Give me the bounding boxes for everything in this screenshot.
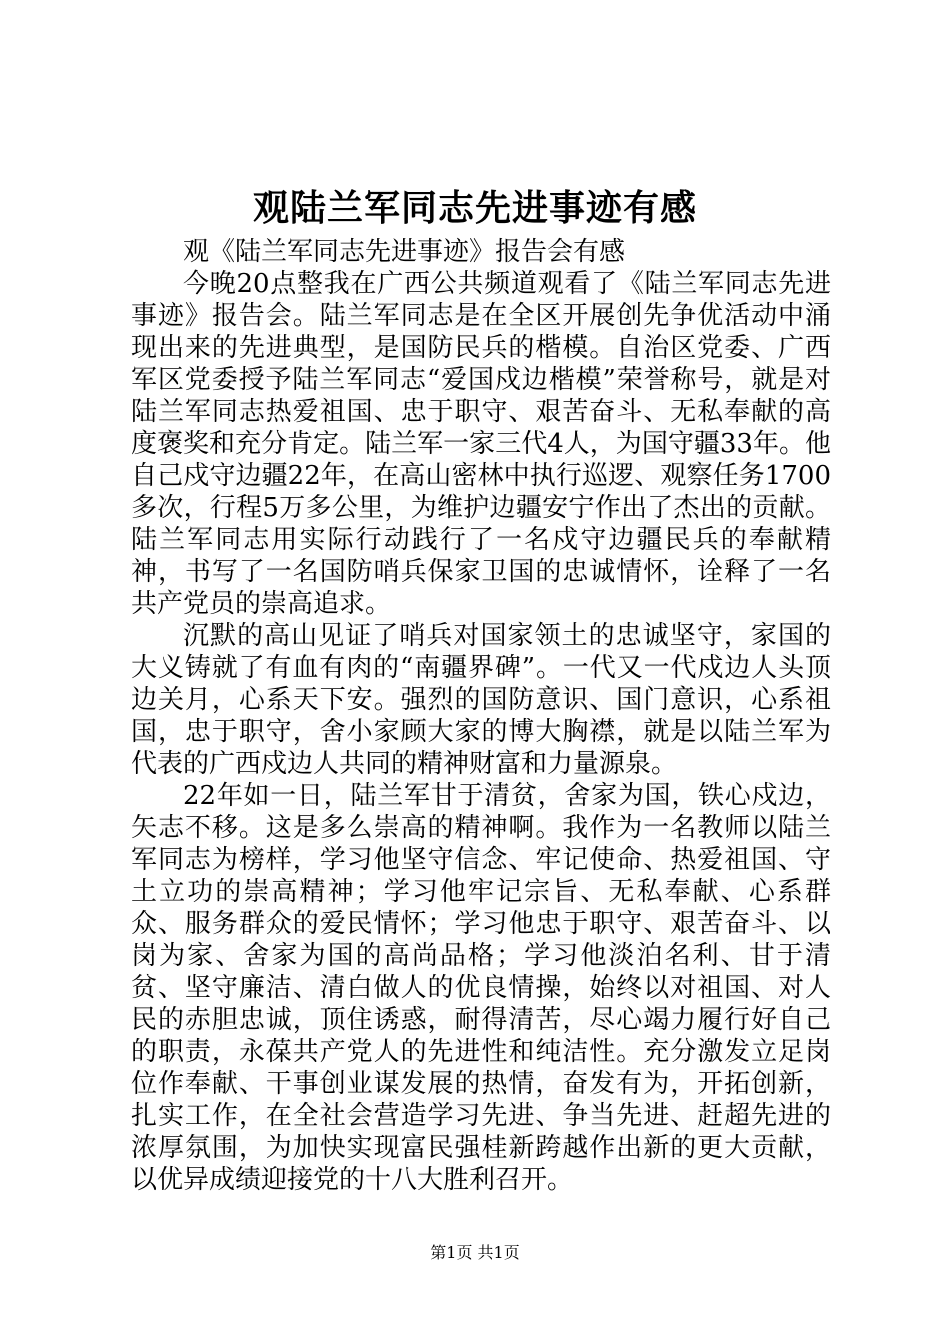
page-title: 观陆兰军同志先进事迹有感 [252, 187, 697, 229]
page-number-footer: 第1页 共1页 [430, 1243, 520, 1262]
subtitle-paragraph: 观《陆兰军同志先进事迹》报告会有感 [183, 237, 626, 267]
body-paragraph-2: 沉默的高山见证了哨兵对国家领土的忠诚坚守，家国的大义铸就了有血有肉的“南疆界碑”。一代又一代戍边人头顶边关月，心系天下安。强烈的国防意识、国门意识，心系祖国，忠于职守，舍小家顾大家的博大胸襟，就是以陆兰军为代表的广西戍边人共同的精神财富和力量源泉。 [131, 621, 831, 779]
body-paragraph-1: 今晚20点整我在广西公共频道观看了《陆兰军同志先进事迹》报告会。陆兰军同志是在全区开展创先争优活动中涌现出来的先进典型，是国防民兵的楷模。自治区党委、广西军区党委授予陆兰军同志“爱国戍边楷模”荣誉称号，就是对陆兰军同志热爱祖国、忠于职守、艰苦奋斗、无私奉献的高度褒奖和充分肯定。陆兰军一家三代4人，为国守疆33年。他自己戍守边疆22年，在高山密林中执行巡逻、观察任务1700多次，行程5万多公里，为维护边疆安宁作出了杰出的贡献。陆兰军同志用实际行动践行了一名戍守边疆民兵的奉献精神，书写了一名国防哨兵保家卫国的忠诚情怀，诠释了一名共产党员的崇高追求。 [131, 269, 831, 619]
body-paragraph-3: 22年如一日，陆兰军甘于清贫，舍家为国，铁心戍边，矢志不移。这是多么崇高的精神啊。我作为一名教师以陆兰军同志为榜样，学习他坚守信念、牢记使命、热爱祖国、守土立功的崇高精神；学习他牢记宗旨、无私奉献、心系群众、服务群众的爱民情怀；学习他忠于职守、艰苦奋斗、以岗为家、舍家为国的高尚品格；学习他淡泊名利、甘于清贫、坚守廉洁、清白做人的优良情操，始终以对祖国、对人民的赤胆忠诚，顶住诱惑，耐得清苦，尽心竭力履行好自己的职责，永葆共产党人的先进性和纯洁性。充分激发立足岗位作奉献、干事创业谋发展的热情，奋发有为，开拓创新，扎实工作，在全社会营造学习先进、争当先进、赶超先进的浓厚氛围，为加快实现富民强桂新跨越作出新的更大贡献，以优异成绩迎接党的十八大胜利召开。 [131, 781, 831, 1195]
document-body [131, 236, 831, 1196]
